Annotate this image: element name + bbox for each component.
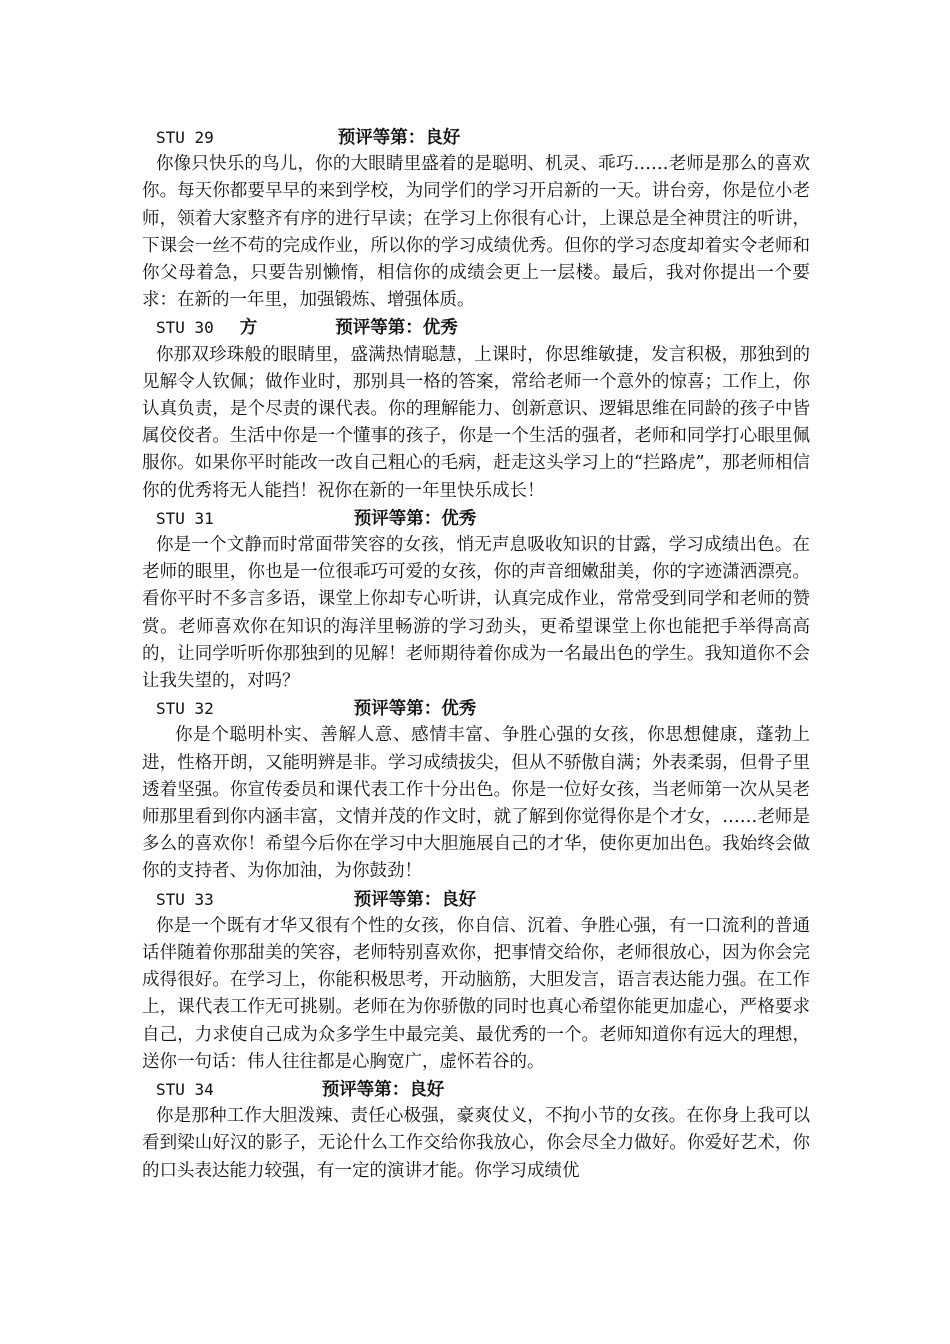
student-entry-34 [142,1076,810,1185]
comment-text: 你是个聪明朴实、善解人意、感情丰富、争胜心强的女孩，你思想健康，蓬勃上进，性格开朗，又能明辨是非。学习成绩拔尖，但从不骄傲自满；外表柔弱，但骨子里透着坚强。你宣传委员和课代表工作十分出色。你是一位好女孩，当老师第一次从吴老师那里看到你内涵丰富，文情并茂的作文时，就了解到你觉得你是个才女，……老师是多么的喜欢你！希望今后你在学习中大胆施展自己的才华，使你更加出色。我始终会做你的支持者、为你加油，为你鼓劲！ [142,725,810,882]
student-id: STU 34 [156,1080,214,1100]
entry-header [142,124,810,151]
student-id: STU 32 [156,699,214,719]
student-entry-30 [142,314,810,504]
rating-label: 预评等第：优秀 [353,699,477,720]
comment-text: 你像只快乐的鸟儿，你的大眼睛里盛着的是聪明、机灵、乖巧……老师是那么的喜欢你。每天你都要早早的来到学校，为同学们的学习开启新的一天。讲台旁，你是位小老师，领着大家整齐有序的进行早读；在学习上你很有心计，上课总是全神贯注的听讲，下课会一丝不苟的完成作业，所以你的学习成绩优秀。但你的学习态度却着实令老师和你父母着急，只要告别懒惰，相信你的成绩会更上一层楼。最后，我对你提出一个要求：在新的一年里，加强锻炼、增强体质。 [142,154,810,311]
entry-header [142,314,810,341]
student-id: STU 33 [156,889,214,909]
comment-text: 你那双珍珠般的眼睛里，盛满热情聪慧，上课时，你思维敏捷，发言积极，那独到的见解令人钦佩；做作业时，那别具一格的答案，常给老师一个意外的惊喜；工作上，你认真负责，是个尽责的课代表。你的理解能力、创新意识、逻辑思维在同龄的孩子中皆属佼佼者。生活中你是一个懂事的孩子，你是一个生活的强者，老师和同学打心眼里佩服你。如果你平时能改一改自己粗心的毛病，赶走这头学习上的“拦路虎”，那老师相信你的优秀将无人能挡！祝你在新的一年里快乐成长！ [142,344,810,501]
student-id: STU 30 [156,318,214,338]
entry-header [142,695,810,722]
student-name: 方 [239,318,258,339]
entry-header [142,505,810,532]
entry-header [142,1076,810,1103]
student-id: STU 29 [156,128,214,147]
rating-label: 预评等第：良好 [337,128,461,148]
entry-header [142,886,810,913]
student-id: STU 31 [156,508,214,528]
rating-label: 预评等第：优秀 [335,318,458,339]
student-entry-31 [142,505,810,695]
comment-text: 你是一个既有才华又很有个性的女孩，你自信、沉着、争胜心强，有一口流利的普通话伴随着你那甜美的笑容，老师特别喜欢你，把事情交给你，老师很放心，因为你会完成得很好。在学习上，你能积极思考，开动脑筋，大胆发言，语言表达能力强。在工作上，课代表工作无可挑剔。老师在为你骄傲的同时也真心希望你能更加虚心，严格要求自己，力求使自己成为众多学生中最完美、最优秀的一个。老师知道你有远大的理想，送你一句话：伟人往往都是心胸宽广，虚怀若谷的。 [142,915,810,1072]
comment-text: 你是一个文静而时常面带笑容的女孩，悄无声息吸收知识的甘露，学习成绩出色。在老师的眼里，你也是一位很乖巧可爱的女孩，你的声音细嫩甜美，你的字迹潇洒漂亮。看你平时不多言多语，课堂上你却专心听讲，认真完成作业，常常受到同学和老师的赞赏。老师喜欢你在知识的海洋里畅游的学习劲头，更希望课堂上你也能把手举得高高的，让同学听听你那独到的见解！老师期待着你成为一名最出色的学生。我知道你不会让我失望的，对吗？ [142,535,810,692]
student-entry-32 [142,695,810,885]
rating-label: 预评等第：良好 [321,1080,445,1101]
student-entry-33 [142,886,810,1076]
comment-text: 你是那种工作大胆泼辣、责任心极强，豪爽仗义，不拘小节的女孩。在你身上我可以看到梁山好汉的影子，无论什么工作交给你我放心，你会尽全力做好。你爱好艺术，你的口头表达能力较强，有一定的演讲才能。你学习成绩优 [142,1106,810,1181]
comment-document [142,124,810,1185]
student-entry-29 [142,124,810,314]
rating-label: 预评等第：良好 [353,889,477,910]
rating-label: 预评等第：优秀 [353,508,477,529]
